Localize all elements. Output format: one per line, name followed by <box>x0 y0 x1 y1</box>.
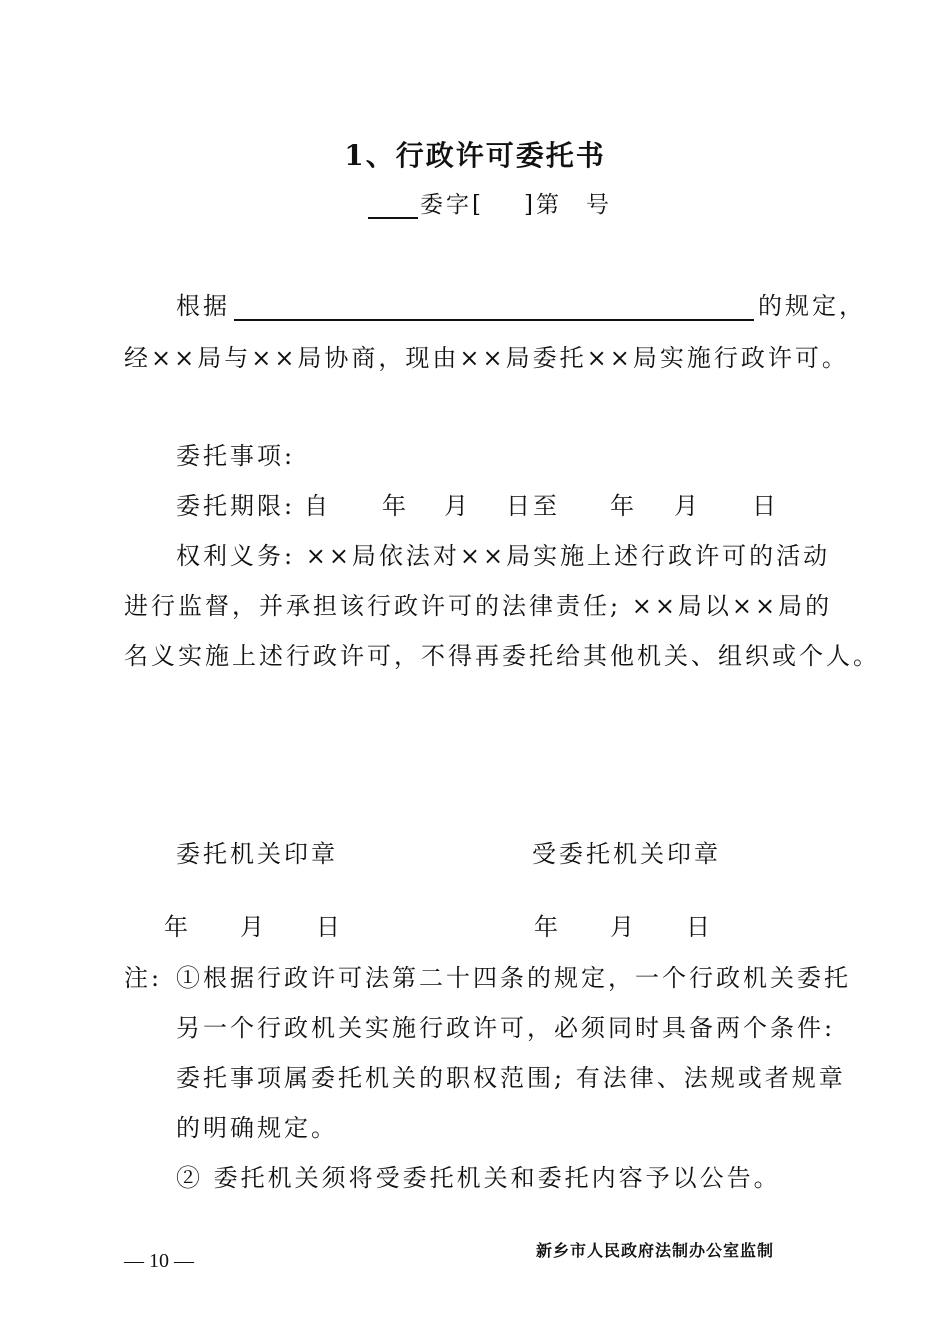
note-line-4: 的明确规定。 <box>176 1114 338 1142</box>
note-line-1: ①根据行政许可法第二十四条的规定，一个行政机关委托 <box>176 964 851 992</box>
document-number-blank <box>368 195 418 219</box>
entrusting-seal-label: 委托机关印章 <box>176 840 338 868</box>
period-start-day: 日至 <box>506 492 560 520</box>
note-line-3: 委托事项属委托机关的职权范围; 有法律、法规或者规章 <box>176 1064 846 1092</box>
document-number <box>368 186 612 219</box>
note-line-5: ② 委托机关须将受委托机关和委托内容予以公告。 <box>176 1164 781 1192</box>
right-seal-day: 日 <box>686 913 713 941</box>
basis-line <box>176 286 866 321</box>
rights-line-1: 权利义务: ××局依法对××局实施上述行政许可的活动 <box>176 542 831 570</box>
period-start-month: 月 <box>444 492 471 520</box>
entrustment-period <box>176 486 779 521</box>
left-seal-month: 月 <box>240 913 267 941</box>
period-start-year: 年 <box>382 492 409 520</box>
left-seal-year: 年 <box>164 913 191 941</box>
entrusted-matter-label: 委托事项: <box>176 442 296 470</box>
basis-suffix: 的规定， <box>758 292 866 320</box>
period-end-day: 日 <box>752 492 779 520</box>
note-label: 注: <box>124 964 163 992</box>
note-line-2: 另一个行政机关实施行政许可，必须同时具备两个条件: <box>176 1014 836 1042</box>
period-label: 委托期限: <box>176 492 296 520</box>
page-number: — 10 — <box>124 1250 194 1272</box>
right-seal-month: 月 <box>610 913 637 941</box>
entrusted-seal-label: 受委托机关印章 <box>532 840 721 868</box>
document-title: 1、行政许可委托书 <box>344 139 606 172</box>
basis-fill-line <box>234 295 754 321</box>
left-seal-day: 日 <box>316 913 343 941</box>
period-end-year: 年 <box>610 492 637 520</box>
rights-line-3: 名义实施上述行政许可，不得再委托给其他机关、组织或个人。 <box>124 642 880 670</box>
document-number-middle: 委字[ <box>420 192 484 218</box>
document-number-suffix: 号 <box>585 192 612 218</box>
issuing-office: 新乡市人民政府法制办公室监制 <box>536 1241 775 1260</box>
rights-line-2: 进行监督，并承担该行政许可的法律责任; ××局以××局的 <box>124 592 833 620</box>
consultation-line: 经××局与××局协商，现由××局委托××局实施行政许可。 <box>124 344 849 372</box>
document-number-bracket-close: ]第 <box>523 192 562 218</box>
right-seal-year: 年 <box>534 913 561 941</box>
period-end-month: 月 <box>674 492 701 520</box>
period-from: 自 <box>304 492 331 520</box>
basis-prefix: 根据 <box>176 292 230 320</box>
